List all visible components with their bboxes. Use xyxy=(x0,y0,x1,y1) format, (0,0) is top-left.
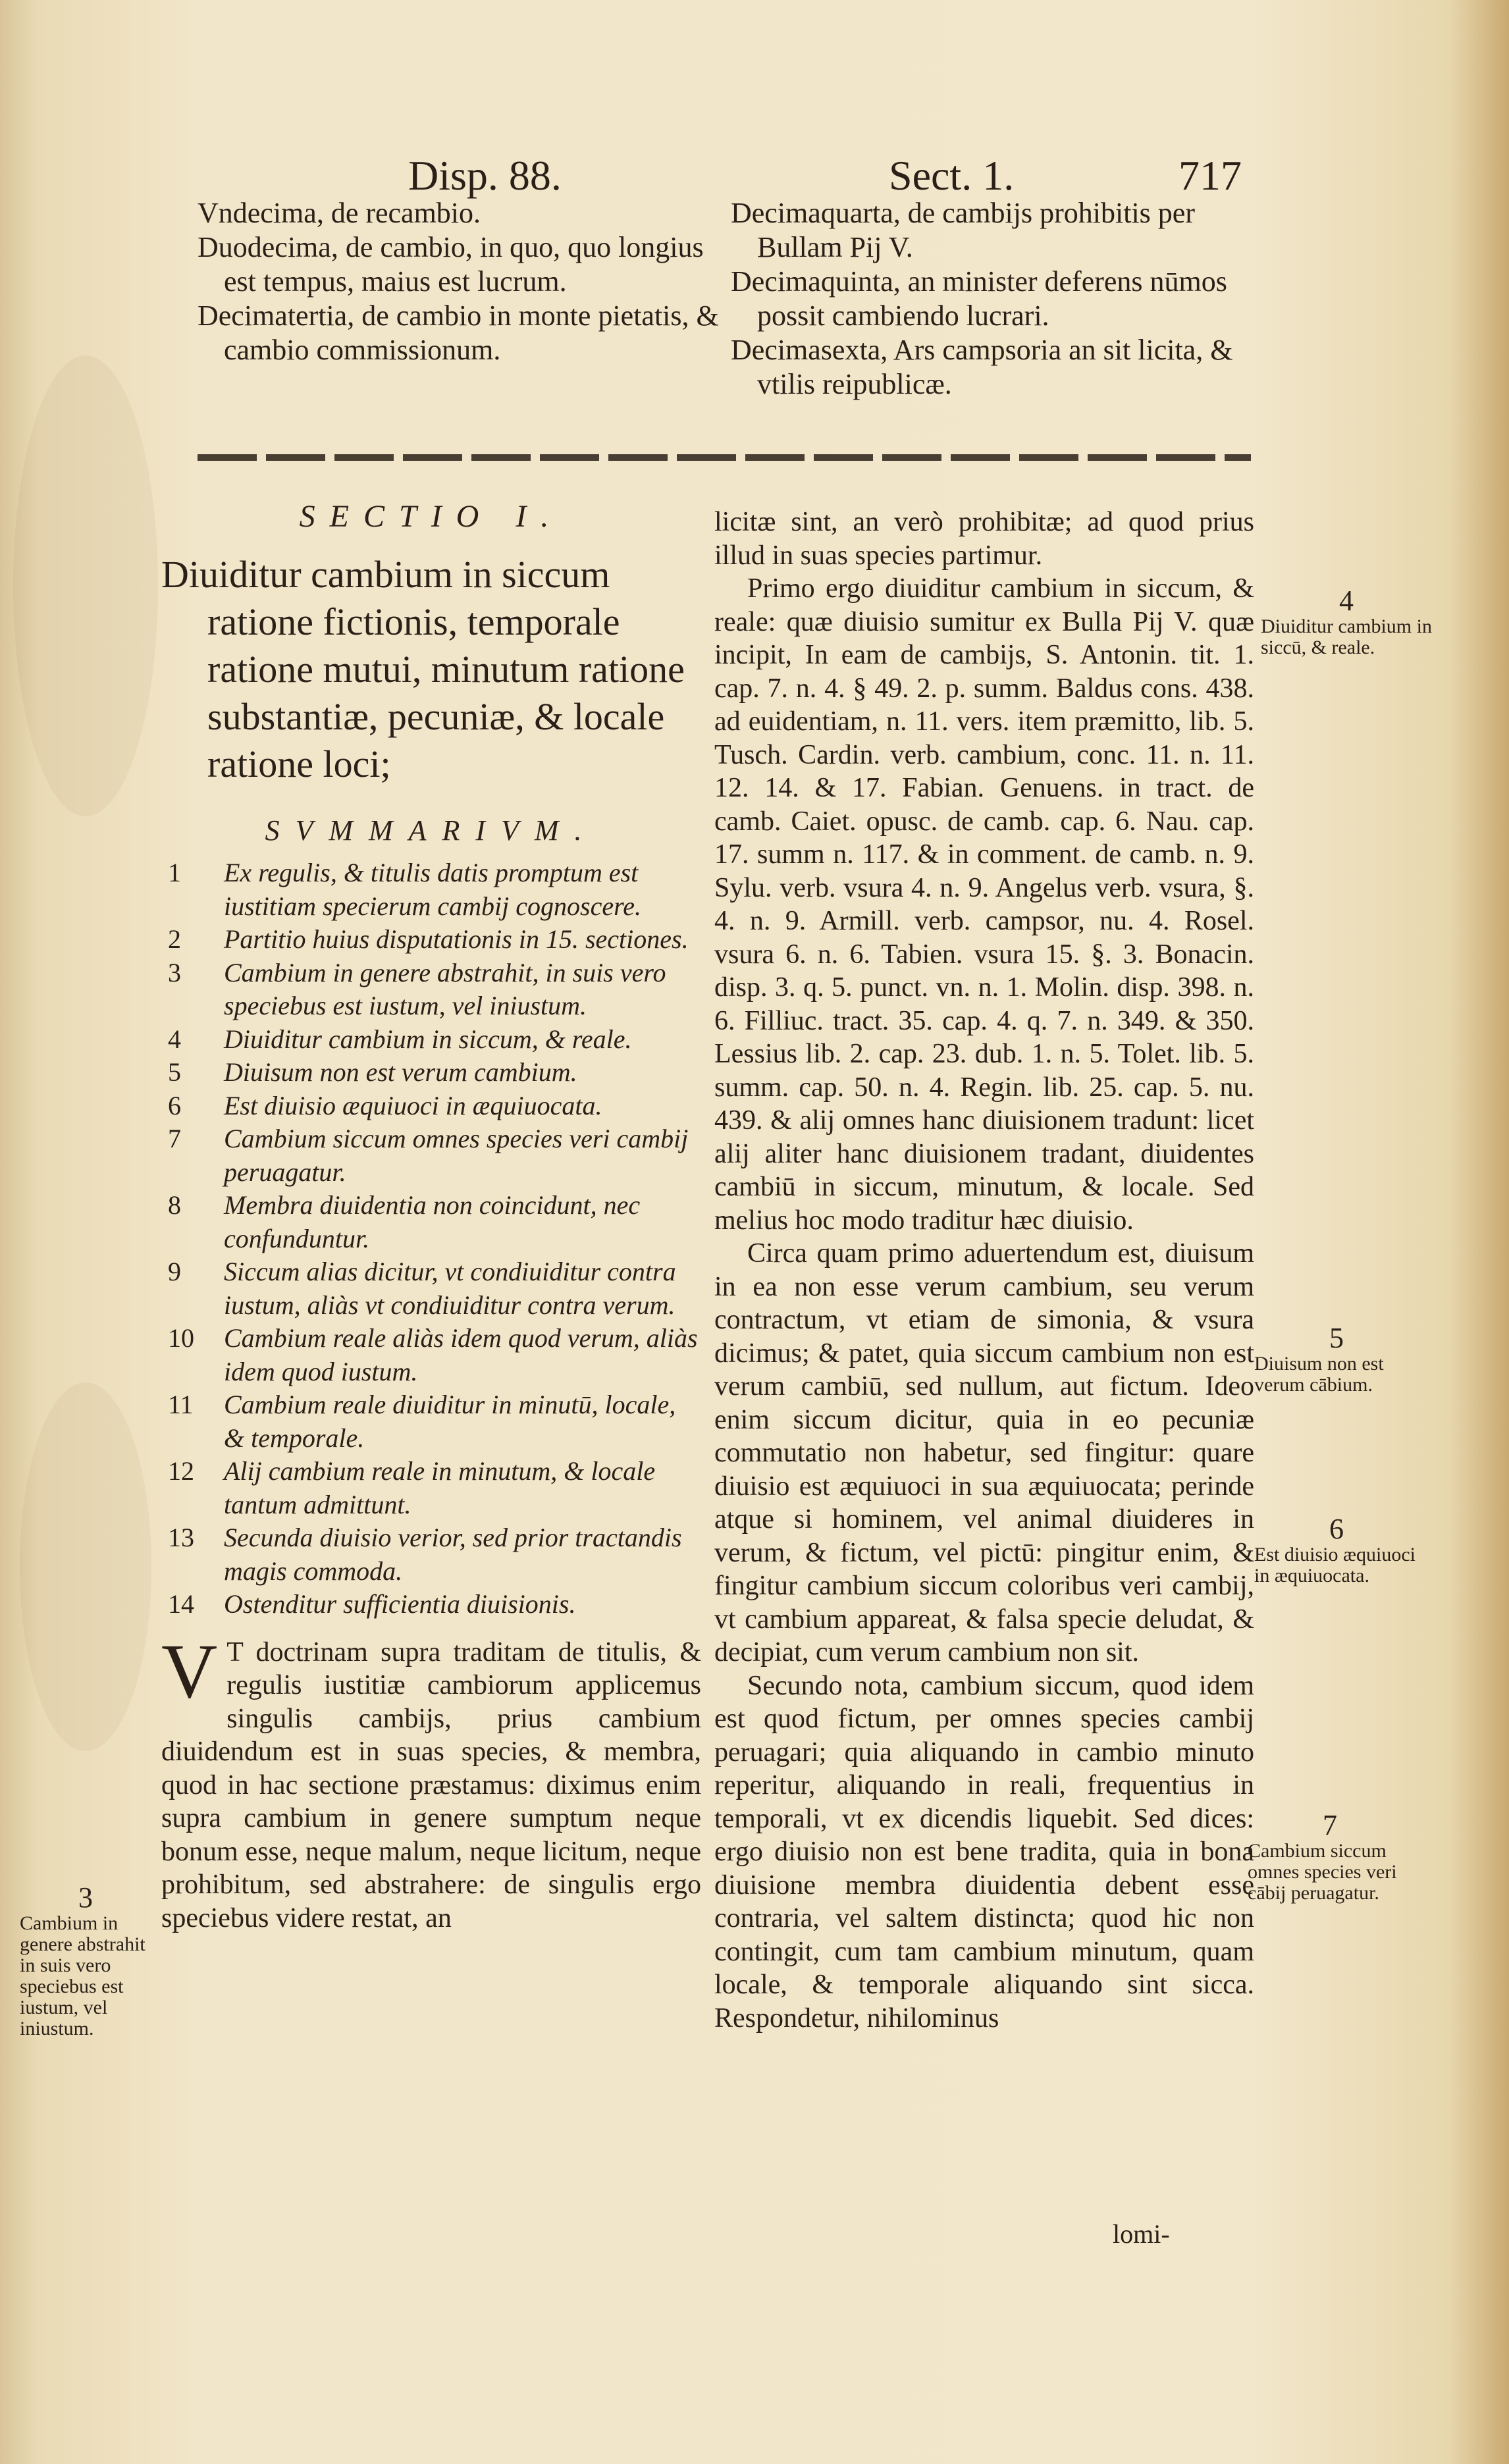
summary-text: Siccum alias dicitur, vt condiuiditur contra iustum, aliàs vt condiuiditur contra verum. xyxy=(224,1257,676,1320)
note-text: Est diuisio æquiuoci in æquiuocata. xyxy=(1254,1544,1416,1586)
summary-item xyxy=(161,1588,701,1621)
summary-text: Partitio huius disputationis in 15. sectiones. xyxy=(224,924,689,954)
note-text: Diuiditur cambium in siccū, & reale. xyxy=(1261,616,1432,658)
header-disputation: Disp. 88. xyxy=(408,152,562,199)
paper-stain xyxy=(20,1382,151,1751)
margin-note xyxy=(1254,1323,1419,1396)
summary-item xyxy=(161,1089,701,1123)
drop-capital: V xyxy=(161,1627,218,1714)
summary-text: Cambium reale diuiditur in minutū, locale, & temporale. xyxy=(224,1390,676,1453)
page-number: 717 xyxy=(1178,152,1242,199)
paragraph: Secundo nota, cambium siccum, quod idem est quod fictum, per omnes species cambij peruagari; quia aliquando in cambio minuto reperitur, aliquando in reali, frequentius in temporali, vt ex dicendis liquebit. Sed dices: ergo diuisio non est bene tradita, quia in bona diuisione membra diuidentia debent esse contraria, vel saltem distincta; quod hic non contingit, cum tam cambium minutum, quam locale, & temporale aliquando sint sicca. Respondetur, nihilominus xyxy=(714,1670,1254,2033)
summary-number: 9 xyxy=(168,1257,181,1286)
ornamental-rule xyxy=(198,454,1251,461)
contents-entry: Duodecima, de cambio, in quo, quo longius est tempus, maius est lucrum. xyxy=(198,231,704,298)
note-number: 7 xyxy=(1323,1809,1337,1841)
summary-text: Cambium siccum omnes species veri cambij peruagatur. xyxy=(224,1124,689,1187)
paragraph: licitæ sint, an verò prohibitæ; ad quod prius illud in suas species partimur. xyxy=(714,507,1254,571)
margin-note xyxy=(20,1883,151,2039)
summary-number: 11 xyxy=(168,1390,194,1419)
summary-text: Diuisum non est verum cambium. xyxy=(224,1057,577,1087)
contents-entry: Decimaquinta, an minister deferens nūmos possit cambiendo lucrari. xyxy=(731,265,1227,332)
summary-number: 10 xyxy=(168,1323,194,1353)
summary-number: 4 xyxy=(168,1024,181,1054)
summary-number: 1 xyxy=(168,858,181,887)
contents-entry: Decimatertia, de cambio in monte pietatis, & cambio commissionum. xyxy=(198,300,719,366)
section-title: Diuiditur cambium in siccum ratione fictionis, temporale ratione mutui, minutum ratione substantiæ, pecuniæ, & locale ratione loci; xyxy=(161,552,685,785)
note-number: 4 xyxy=(1339,585,1354,617)
summary-item xyxy=(161,1388,701,1455)
opening-paragraph xyxy=(161,1627,701,1935)
note-text: Cambium siccum omnes species veri cābij peruagatur. xyxy=(1248,1840,1397,1904)
left-column xyxy=(161,500,701,1935)
contents-list-left xyxy=(198,196,724,367)
summary-item xyxy=(161,1189,701,1255)
margin-note xyxy=(1261,586,1432,658)
summary-text: Cambium in genere abstrahit, in suis vero speciebus est iustum, vel iniustum. xyxy=(224,957,666,1020)
contents-entry: Decimasexta, Ars campsoria an sit licita, & vtilis reipublicæ. xyxy=(731,334,1233,400)
summary-item xyxy=(161,957,701,1023)
summary-item xyxy=(161,856,701,923)
section-heading: SECTIO I. xyxy=(299,499,564,534)
summary-item xyxy=(161,1122,701,1189)
note-number: 3 xyxy=(78,1881,93,1914)
summary-number: 14 xyxy=(168,1589,194,1619)
summary-text: Ex regulis, & titulis datis promptum est iustitiam specierum cambij cognoscere. xyxy=(224,858,641,921)
contents-entry: Vndecima, de recambio. xyxy=(198,197,481,229)
summary-item xyxy=(161,1521,701,1588)
right-column xyxy=(714,506,1254,2035)
paragraph: Primo ergo diuiditur cambium in siccum, & reale: quæ diuisio sumitur ex Bulla Pij V. quæ incipit, In eam de cambijs, S. Antonin. tit. 1. cap. 7. n. 4. § 49. 2. p. summ. Baldus cons. 438. ad euidentiam, n. 11. vers. item præmitto, lib. 5. Tusch. Cardin. verb. cambium, conc. 11. n. 11. 12. 14. & 17. Fabian. Genuens. in tract. de camb. Caiet. opusc. de camb. cap. 6. Nau. cap. 17. summ n. 117. & in comment. de camb. n. 9. Sylu. verb. vsura 4. n. 9. Angelus verb. vsura, §. 4. n. 9. Armill. verb. campsor, nu. 4. Rosel. vsura 6. n. 6. Tabien. vsura 15. §. 3. Bonacin. disp. 3. q. 5. punct. vn. n. 1. Molin. disp. 398. n. 6. Filliuc. tract. 35. cap. 4. q. 7. n. 349. & 350. Lessius lib. 2. cap. 23. dub. 1. n. 5. Tolet. lib. 5. summ. cap. 50. n. 4. Regin. lib. 25. cap. 5. nu. 439. & alij omnes hanc diuisionem tradunt: licet alij aliter hanc diuisionem tradant, diuidentes cambiū in siccum, minutum, & locale. Sed melius hoc modo traditur hæc diuisio. xyxy=(714,573,1254,1236)
summary-item xyxy=(161,1023,701,1057)
summary-text: Diuiditur cambium in siccum, & reale. xyxy=(224,1024,632,1054)
summary-text: Cambium reale aliàs idem quod verum, aliàs idem quod iustum. xyxy=(224,1323,698,1386)
catchword: lomi- xyxy=(1113,2219,1170,2249)
margin-note xyxy=(1248,1810,1412,1904)
summary-number: 3 xyxy=(168,957,181,987)
summary-text: Ostenditur sufficientia diuisionis. xyxy=(224,1589,576,1619)
summary-number: 7 xyxy=(168,1124,181,1153)
summary-number: 13 xyxy=(168,1523,194,1552)
summary-item xyxy=(161,1322,701,1388)
summary-item xyxy=(161,1455,701,1521)
contents-list-right xyxy=(731,196,1258,402)
summary-text: Est diuisio æquiuoci in æquiuocata. xyxy=(224,1090,602,1120)
note-text: Diuisum non est verum cābium. xyxy=(1254,1353,1384,1396)
summary-item xyxy=(161,1255,701,1322)
summary-text: Membra diuidentia non coincidunt, nec confunduntur. xyxy=(224,1190,641,1253)
summary-item xyxy=(161,1056,701,1089)
summary-number: 2 xyxy=(168,924,181,954)
header-section: Sect. 1. xyxy=(889,152,1015,199)
summary-number: 6 xyxy=(168,1090,181,1120)
note-text: Cambium in genere abstrahit in suis vero speciebus est iustum, vel iniustum. xyxy=(20,1912,146,2039)
paragraph-text: T doctrinam supra traditam de titulis, & regulis iustitiæ cambiorum applicemus singulis cambijs, prius cambium diuidendum est in suas species, & membra, quod in hac sectione præstamus: diximus enim supra cambium in genere sumptum neque bonum esse, neque malum, neque licitum, neque prohibitum, sed abstrahere: de singulis ergo speciebus videre restat, an xyxy=(161,1637,701,1933)
note-number: 5 xyxy=(1329,1322,1344,1354)
margin-note xyxy=(1254,1514,1419,1586)
paragraph: Circa quam primo aduertendum est, diuisum in ea non esse verum cambium, seu verum contractum, vt etiam de simonia, & vsura dicimus; & patet, quia siccum cambium non est verum cambiū, sed nullum, aut fictum. Ideo enim siccum dicitur, quia in eo pecuniæ commutatio non habetur, sed fingitur: quare diuisio est æquiuoci in sua æquiuocata; perinde atque si hominem, vel animal diuideres in verum, & fictum, vel pictū: pingitur enim, & fingitur cambium siccum coloribus veri cambij, vt cambium appareat, & falsa specie deludat, & decipiat, cum verum cambium non sit. xyxy=(714,1238,1254,1667)
note-number: 6 xyxy=(1329,1513,1344,1545)
summary-number: 8 xyxy=(168,1190,181,1220)
summary-text: Alij cambium reale in minutum, & locale tantum admittunt. xyxy=(224,1456,656,1519)
summarium-heading: SVMMARIVM. xyxy=(265,814,598,847)
running-header xyxy=(0,151,1509,197)
summary-number: 5 xyxy=(168,1057,181,1087)
contents-entry: Decimaquarta, de cambijs prohibitis per Bullam Pij V. xyxy=(731,197,1195,263)
summary-text: Secunda diuisio verior, sed prior tractandis magis commoda. xyxy=(224,1523,682,1586)
summary-number: 12 xyxy=(168,1456,194,1486)
paper-stain xyxy=(13,355,158,816)
summary-item xyxy=(161,923,701,957)
